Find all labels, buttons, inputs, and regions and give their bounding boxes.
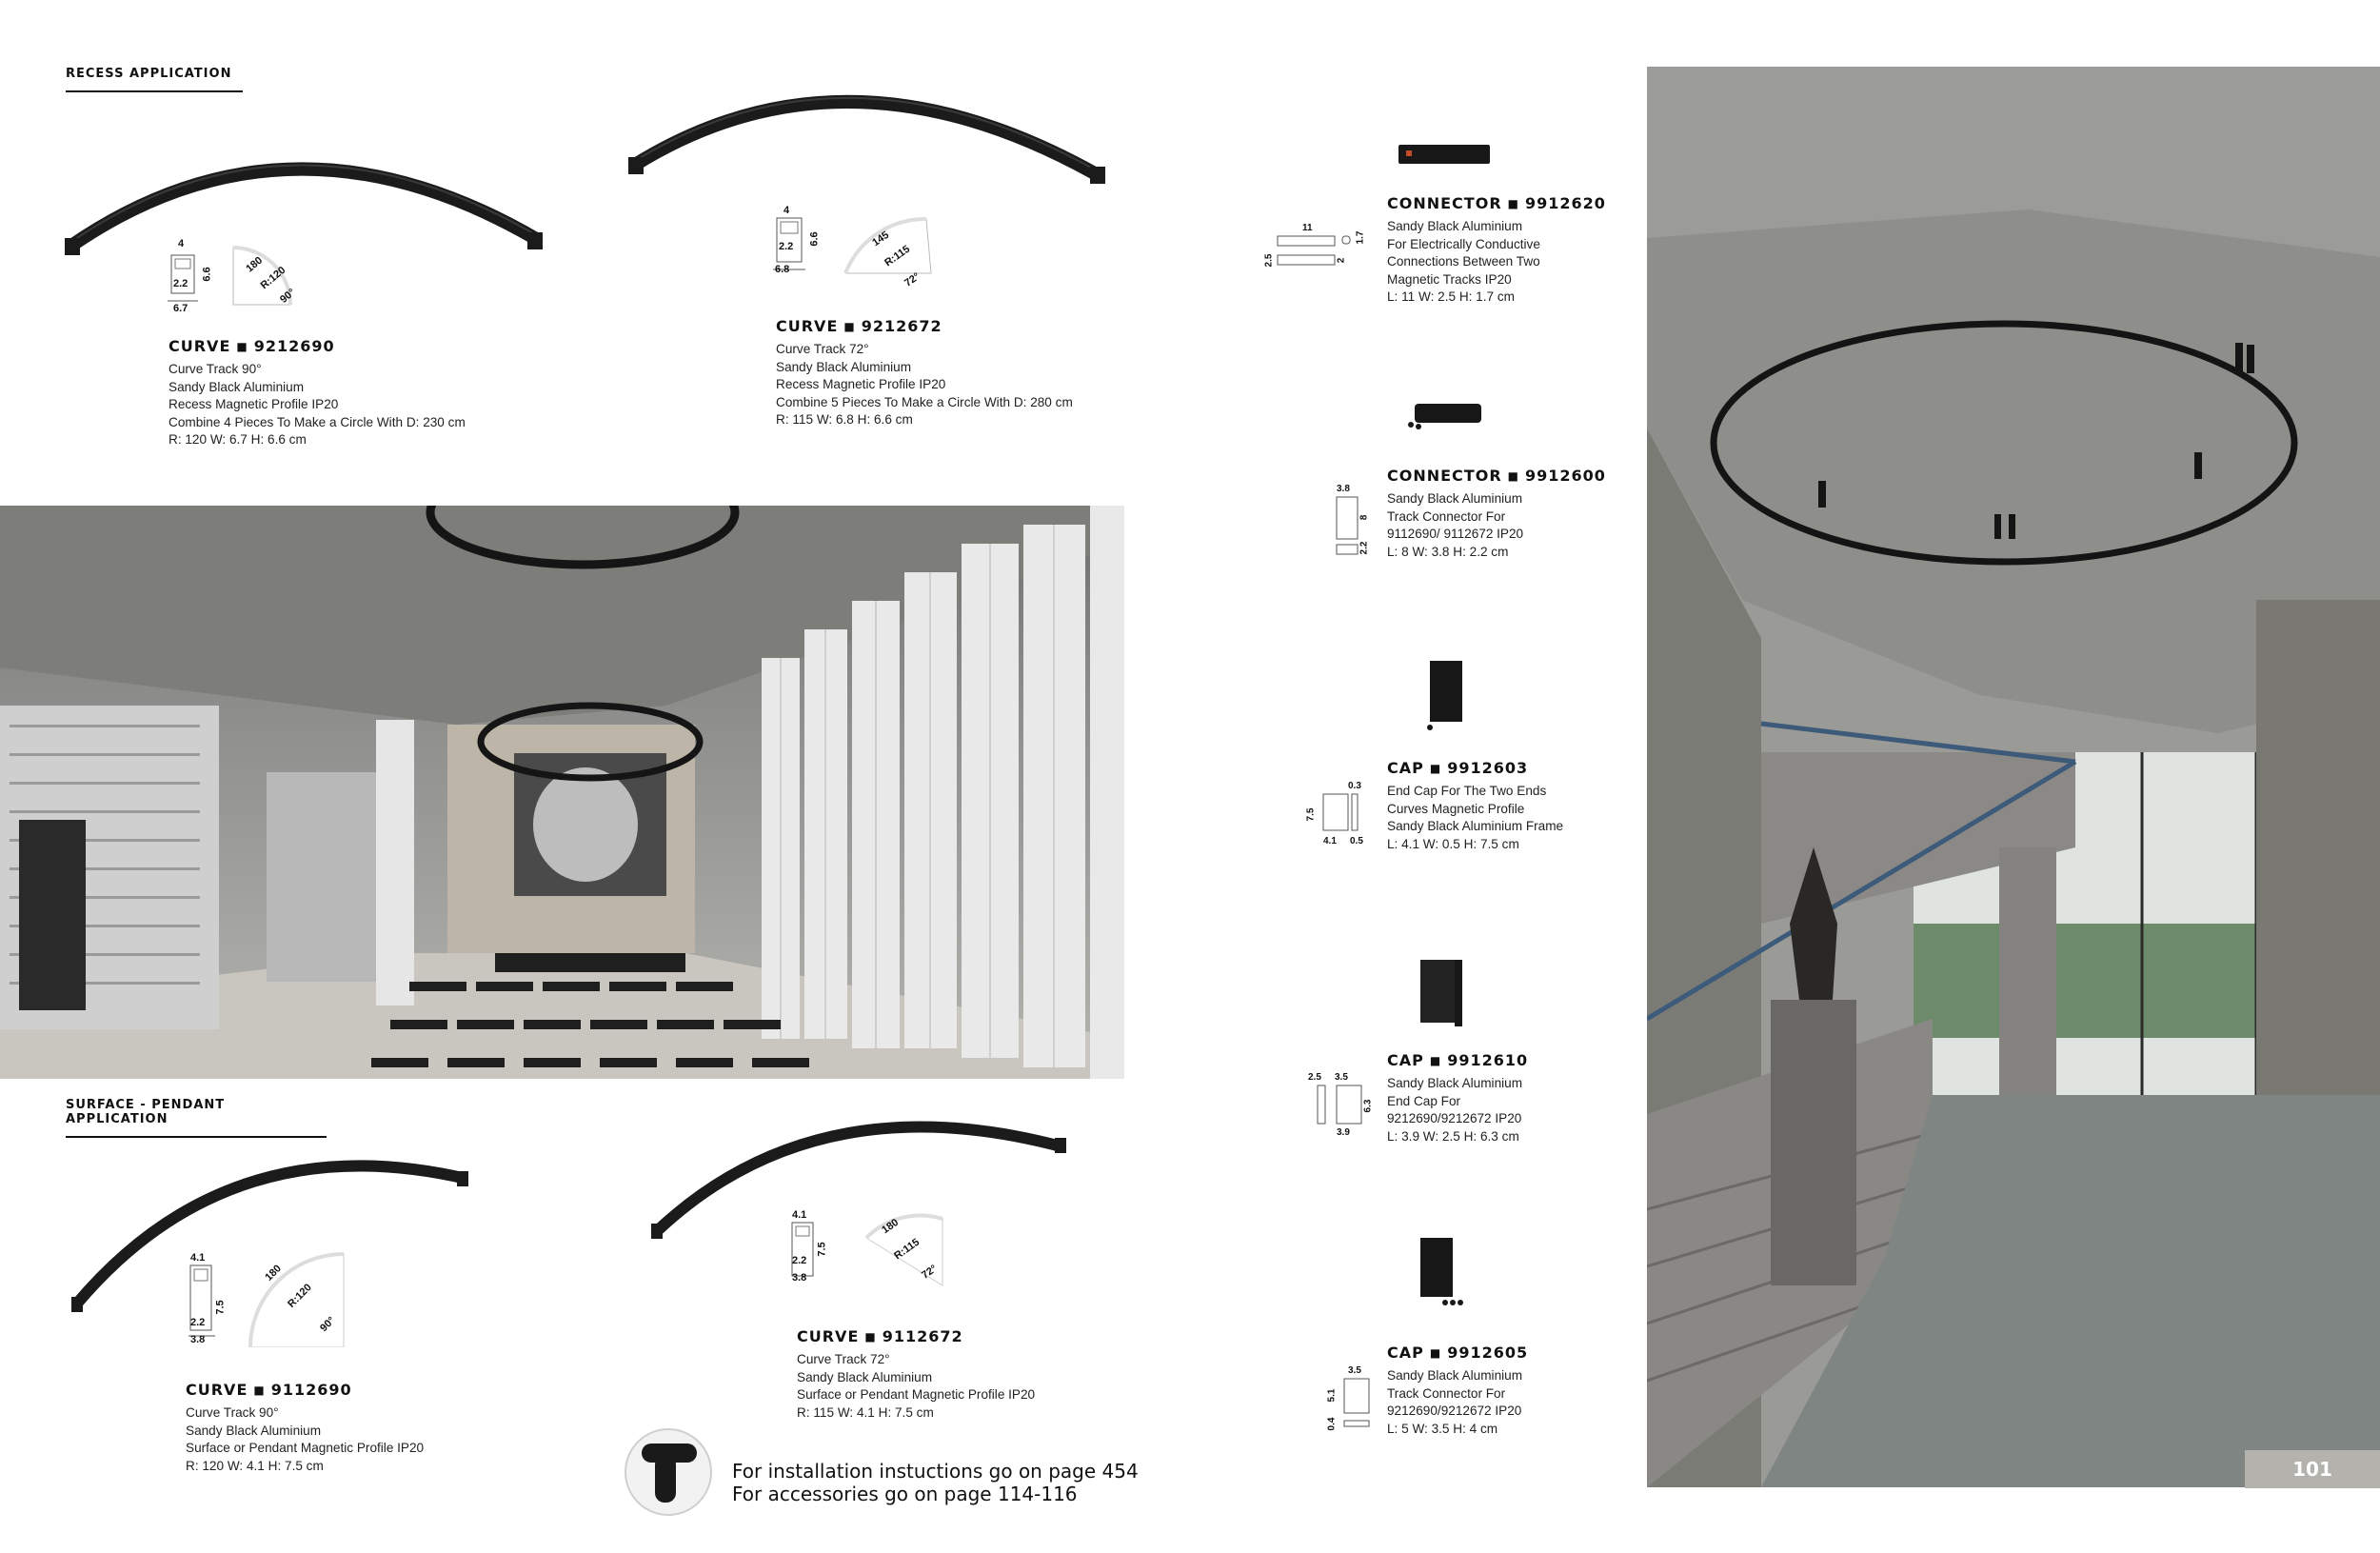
accessory-title: CAP ■ 9912603 — [1387, 759, 1529, 777]
accessory-title: CAP ■ 9912605 — [1387, 1344, 1529, 1362]
accessory-description: Sandy Black Aluminium Track Connector For 9212690/9212672 IP20 L: 5 W: 3.5 H: 4 cm — [1387, 1368, 1523, 1436]
connector-9912620-image — [1397, 141, 1496, 168]
accessories-page-link[interactable]: For accessories go on page 114-116 — [732, 1483, 1078, 1505]
dimension-drawing-9912600: 3.8 8 2.2 — [1337, 484, 1370, 555]
product-9112672 — [797, 1327, 1035, 1422]
dimension-drawing-9912605: 3.5 5.1 0.4 — [1323, 1365, 1380, 1436]
dimension-drawing-9112690: 4.1 7.5 2.2 3.8 180 R:120 90° — [187, 1252, 358, 1347]
accessory-description: Sandy Black Aluminium Track Connector For 9112690/ 9112672 IP20 L: 8 W: 3.8 H: 2.2 cm — [1387, 491, 1524, 559]
curve-track-9212672-image — [624, 71, 1119, 205]
cap-9912605-image — [1417, 1234, 1470, 1310]
accessory-title: CAP ■ 9912610 — [1387, 1051, 1529, 1069]
installation-page-link[interactable]: For installation instuctions go on page 454 — [732, 1460, 1139, 1483]
connector-9912600-image — [1405, 400, 1485, 432]
cap-9912610-image — [1417, 954, 1466, 1030]
product-title: CURVE ■ 9212672 — [776, 317, 942, 335]
interior-photo — [1647, 67, 2380, 1487]
product-description: Curve Track 90° Sandy Black Aluminium Surface or Pendant Magnetic Profile IP20 R: 120 W: 4.1 H: 7.5 cm — [186, 1405, 425, 1473]
product-description: Curve Track 90° Sandy Black Aluminium Recess Magnetic Profile IP20 Combine 4 Pieces To Make a Circle With D: 230 cm R: 120 W: 6.7 H: 6.6 cm — [169, 362, 466, 447]
dimension-drawing-9912603: 0.3 7.5 4.1 0.5 — [1305, 781, 1363, 846]
installation-note — [732, 1460, 1139, 1505]
page-number: 101 — [2245, 1450, 2380, 1488]
dimension-drawing-9112672: 4.1 7.5 2.2 3.8 180 R:115 72° — [790, 1209, 952, 1291]
dimension-drawing-9212690: 4 6.6 2.2 6.7 180 R:120 90° — [173, 238, 298, 314]
product-title: CURVE ■ 9112690 — [186, 1381, 352, 1399]
product-9212690 — [169, 337, 466, 449]
product-9212672 — [776, 317, 1073, 429]
dimension-drawing-9912620: 11 1.7 2.5 2 — [1263, 223, 1366, 268]
accessory-title: CONNECTOR ■ 9912620 — [1387, 194, 1606, 212]
product-description: Curve Track 72° Sandy Black Aluminium Surface or Pendant Magnetic Profile IP20 R: 115 W: 4.1 H: 7.5 cm — [797, 1352, 1036, 1420]
accessory-description: End Cap For The Two Ends Curves Magnetic Profile Sandy Black Aluminium Frame L: 4.1 W: 0.5 H: 7.5 cm — [1387, 784, 1564, 851]
product-description: Curve Track 72° Sandy Black Aluminium Recess Magnetic Profile IP20 Combine 5 Pieces To Make a Circle With D: 280 cm R: 115 W: 6.8 H: 6.6 cm — [776, 342, 1073, 427]
accessory-description: Sandy Black Aluminium For Electrically Conductive Connections Between Two Magnetic Tracks IP20 L: 11 W: 2.5 H: 1.7 cm — [1387, 219, 1540, 304]
product-title: CURVE ■ 9212690 — [169, 337, 335, 355]
accessory-9912600 — [1387, 467, 1606, 561]
accessory-9912610 — [1387, 1051, 1528, 1145]
showroom-photo — [0, 506, 1124, 1079]
accessory-description: Sandy Black Aluminium End Cap For 9212690/9212672 IP20 L: 3.9 W: 2.5 H: 6.3 cm — [1387, 1076, 1523, 1144]
dimension-drawing-9212672: 4 6.6 2.2 6.8 145 R:115 72° — [769, 205, 941, 295]
accessory-9912603 — [1387, 759, 1563, 853]
dimension-drawing-9912610: 2.5 3.5 6.3 3.9 — [1308, 1072, 1374, 1138]
accessory-9912605 — [1387, 1344, 1528, 1438]
surface-section-heading: SURFACE - PENDANT APPLICATION — [66, 1098, 327, 1138]
accessory-title: CONNECTOR ■ 9912600 — [1387, 467, 1606, 485]
product-title: CURVE ■ 9112672 — [797, 1327, 963, 1345]
cap-9912603-image — [1424, 659, 1466, 733]
installation-icon — [623, 1426, 714, 1518]
product-9112690 — [186, 1381, 424, 1475]
recess-section-heading: RECESS APPLICATION — [66, 67, 243, 92]
accessory-9912620 — [1387, 194, 1606, 307]
